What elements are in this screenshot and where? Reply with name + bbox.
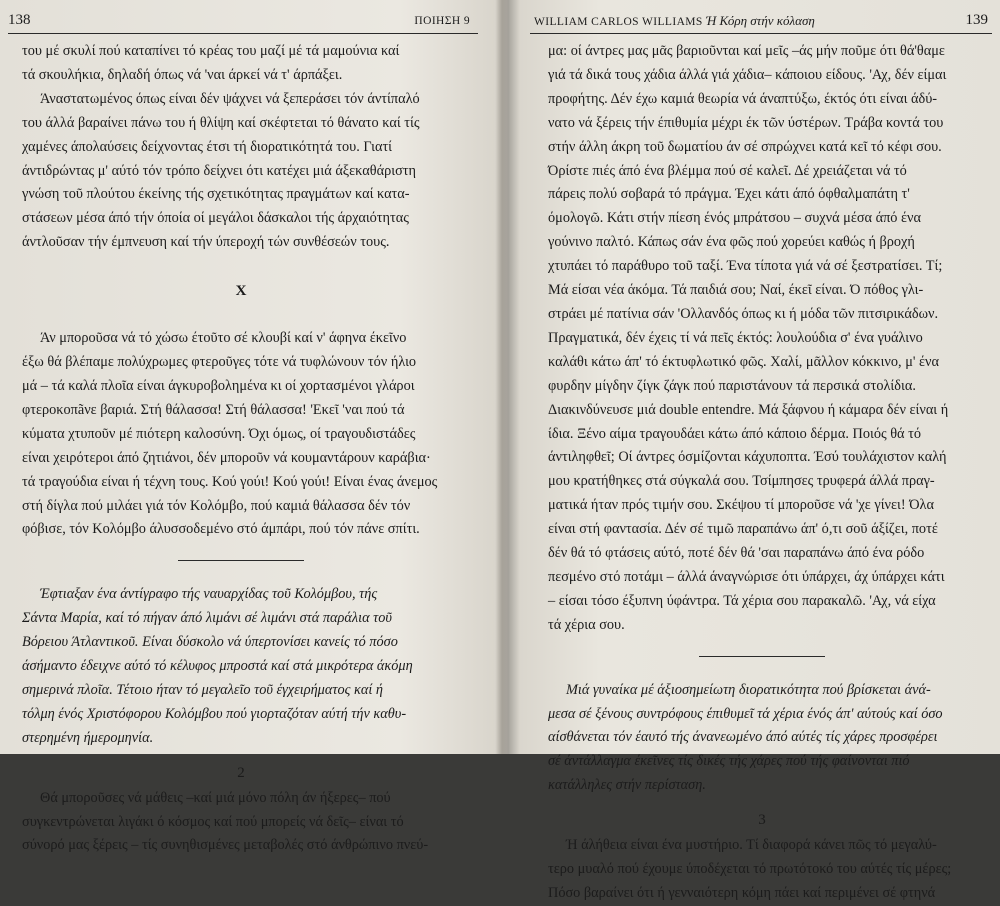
text-line: – είσαι τόσο έξυπνη ύφάντρα. Τά χέρια σου παρακαλῶ. 'Αχ, νά είχα [548, 592, 936, 609]
text-line: κατάλληλες στήν περίσταση. [548, 777, 706, 794]
text-line: προφήτης. Δέν έχω καμιά θεωρία νά άναπτύξω, έκτός ότι είναι άδύ- [548, 90, 938, 107]
text-line: άντιδρώντας μ' αύτό τόν τρόπο δείχνει ότι κατέχει μιά άξεκαθάριστη [22, 162, 417, 179]
text-line: Άναστατωμένος όπως είναι δέν ψάχνει νά ξεπεράσει τόν άντίπαλό [40, 90, 420, 107]
text-line: φυρδην μίγδην ζίγκ ζάγκ πού παριστάνουν τά περσικά στολίδια. [548, 377, 916, 394]
text-line: γούνινο παλτό. Κάπως σάν ένα φῶς πού χορεύει καθώς ή βροχή [548, 234, 915, 251]
text-line: Έφτιαξαν ένα άντίγραφο τής ναυαρχίδας τοῦ Κολόμβου, τής [40, 586, 378, 603]
right-header-rule [530, 33, 992, 34]
text-line: πάρεις πολύ σοβαρά τό πράγμα. Έχει κάτι άπό όφθαλμαπάτη τ' [548, 186, 910, 203]
text-line: Μά είσαι νέα άκόμα. Τά παιδιά σου; Ναί, έκεῖ είναι. Ό πόθος γλι- [548, 282, 924, 299]
right-paragraph-3 [548, 834, 976, 906]
text-line: στάσεων μέσα άπό τήν όποία οί μεγάλοι δάσκαλοι τής άρχαιότητας [22, 210, 409, 227]
text-line: γνώση τοῦ πλούτου έκείνης τής σχετικότητας πραγμάτων καί κατα- [22, 186, 410, 203]
left-page-body [22, 40, 460, 858]
text-line: ματικά ήταν πρός τιμήν σου. Σκέψου τί μποροῦσε νά 'χε γίνει! Όλα [548, 497, 934, 514]
section-separator [178, 560, 304, 561]
text-line: άντιληφθεῖ; Οί άντρες όσμίζονται κάχυποπτα. Έσύ τουλάχιστον καλή [548, 449, 947, 466]
right-page [518, 0, 1000, 901]
text-line: ίδια. Ξένο αίμα τραγουδάει κάτω άπό κάποιο δέρμα. Ποιός θά τό [548, 425, 922, 442]
text-line: τερο μυαλό πού έχουμε ύποδέχεται τό πρωτότοκό του αύτές τίς μέρες; [548, 861, 952, 878]
text-line: χτυπάει τό παράθυρο τοῦ ταξί. Ένα τίποτα γιά νά σέ ξεστρατίσει. Τί; [548, 258, 943, 275]
text-line: χαμένες άπολαύσεις δείχνοντας έτσι τή διορατικότητά του. Γιατί [22, 138, 393, 155]
book-gutter-shadow [496, 0, 520, 754]
text-line: Σάντα Μαρία, καί τό πήγαν άπό λιμάνι σέ λιμάνι στά παράλια τοῦ [22, 610, 392, 627]
text-line: Διακινδύνευσε μιά double entendre. Μά ξάφνου ή κάμαρα δέν είναι ή [548, 401, 949, 418]
text-line: σημερινά πλοῖα. Τέτοιο ήταν τό μεγαλεῖο τοῦ έγχειρήματος καί ή [22, 681, 383, 698]
text-line: φόβισε, τόν Κολόμβο άλυσσοδεμένο στό άμπάρι, πού τόν πάνε σπίτι. [22, 521, 420, 538]
text-line: Όρίστε πιές άπό ένα βλέμμα πού σέ καλεῖ. Δέ χρειάζεται νά τό [548, 162, 907, 179]
text-line: σύνορό μας ξέρεις – τίς συνηθισμένες μεταβολές στό άνθρώπινο πνεύ- [22, 837, 429, 854]
text-line: μου κρατήθηκες στά σύγκαλά σου. Τσίμπησες τρυφερά άλλά πραγ- [548, 473, 935, 490]
left-paragraph-3 [22, 583, 460, 750]
text-line: συγκεντρώνεται λιγάκι ό κόσμος καί πού μπορείς νά δεῖς– είναι τό [22, 813, 404, 830]
text-line: του άλλά βαραίνει πάνω του ή θλίψη καί σκέφτεται τό θάνατο καί τίς [22, 114, 420, 131]
right-paragraph-1 [548, 40, 976, 638]
right-page-header [534, 10, 988, 30]
text-line: γιά τά δικά τους χάδια άλλά γιά χάδια– κάποιου είδους. 'Αχ, δέν είμαι [548, 66, 947, 83]
left-page-header [8, 10, 476, 30]
text-line: τά χέρια σου. [548, 616, 625, 633]
text-line: στερημένη ήμερομηνία. [22, 729, 154, 746]
text-line: τά τραγούδια είναι ή τέχνη τους. Κού γούι! Κού γούι! Είναι ένας άνεμος [22, 473, 438, 490]
left-page [0, 0, 498, 854]
running-head-title: Ή Κόρη στήν κόλαση [705, 13, 815, 28]
text-line: τά σκουλήκια, δηλαδή όπως νά 'ναι άρκεί νά τ' άρπάξει. [22, 66, 343, 83]
text-line: όμολογῶ. Κάτι στήν πίεση ένός μπράτσου – συχνά μέσα άπό ένα [548, 210, 921, 227]
text-line: στήν άλλη άκρη τοῦ δωματίου άν σέ σπρώχνει κατά κεῖ τό κέφι σου. [548, 138, 942, 155]
left-intro-paragraph [22, 40, 460, 88]
text-line: στράει μέ πατίνια σάν 'Ολλανδός όπως κι ή μόδα τῶν πιτσιρικάδων. [548, 305, 939, 322]
text-line: αίσθάνεται τόν έαυτό τής άνανεωμένο άπό αύτές τίς χάρες προσφέρει [548, 729, 938, 746]
text-line: τόλμη ένός Χριστόφορου Κολόμβου πού γιορταζόταν αύτή τήν καθυ- [22, 705, 407, 722]
right-paragraph-2 [548, 679, 976, 799]
right-page-number: 139 [965, 12, 988, 28]
text-line: δέν θά τό φτάσεις αύτό, ποτέ δέν θά 'σαι παραπάνω άπό ένα ρόδο [548, 545, 925, 562]
section-mark: X [235, 283, 247, 300]
text-line: μα: οί άντρες μας μᾶς βαριοῦνται καί μεῖς –άς μήν ποῦμε ότι θά'θαμε [548, 43, 945, 59]
left-paragraph-2 [22, 327, 460, 542]
text-line: πεσμένο στό ποτάμι – άλλά άναγνώρισε ότι ύπάρχει, άχ ύπάρχει κάτι [548, 568, 945, 585]
left-page-number: 138 [8, 12, 31, 28]
text-line: Βόρειου Άτλαντικοῦ. Είναι δύσκολο νά ύπερτονίσει κανείς τό πόσο [22, 634, 398, 651]
left-header-rule [8, 33, 478, 34]
text-line: Άν μποροῦσα νά τό χώσω έτοῦτο σέ κλουβί καί ν' άφηνα έκεῖνο [40, 330, 407, 347]
text-line: σέ άντάλλαγμα έκεῖνες τίς δικές τής χάρες πού τής φαίνονται πιό [548, 753, 910, 770]
left-running-head: ΠΟΙΗΣΗ 9 [414, 15, 470, 27]
text-line: άντλοῦσαν τήν έμπνευση καί τήν ύπεροχή τών συνθέσεών τους. [22, 234, 390, 251]
right-page-body [548, 40, 976, 906]
left-paragraph-4 [22, 787, 460, 859]
text-line: Θά μποροῦσες νά μάθεις –καί μιά μόνο πόλη άν ήξερες– πού [40, 789, 391, 806]
right-running-head [534, 11, 815, 32]
section-separator [699, 656, 825, 657]
text-line: μά – τά καλά πλοῖα είναι άγκυροβολημένα κι οί χορτασμένοι γλάροι [22, 377, 415, 394]
text-line: έξω θά βλέπαμε πολύχρωμες φτεροῦγες τότε νά τυφλώνουν τόν ήλιο [22, 354, 417, 371]
text-line: Πόσο βαραίνει ότι ή γενναιότερη κόμη πάει καί περιμένει σέ φτηνά [548, 885, 936, 901]
text-line: Πραγματικά, δέν έχεις τί νά πεῖς έκτός: λουλούδια σ' ένα γυάλινο [548, 329, 923, 346]
left-paragraph-1 [22, 88, 460, 255]
text-line: νατο νά ξέρεις τήν έπιθυμία μέχρι έκ τῶν ύστέρων. Τράβα κοντά του [548, 114, 944, 131]
section-number: 2 [237, 764, 245, 781]
text-line: είναι χειρότεροι άπό ζητιάνοι, δέν μποροῦν νά κουμαντάρουν καράβια· [22, 449, 431, 466]
text-line: στή δίγλα πού μιλάει γιά τόν Κολόμβο, πού καμιά θάλασσα δέν τόν [22, 497, 411, 514]
text-line: μεσα σέ ξένους συντρόφους έπιθυμεῖ τά χέρια ένός άπ' αύτούς καί όσο [548, 705, 943, 722]
text-line: φτερoκoπãνε βαριά. Στή θάλασσα! Στή θάλασσα! 'Εκεῖ 'ναι πού τά [22, 401, 405, 418]
text-line: Μιά γυναίκα μέ άξιοσημείωτη διορατικότητα πού βρίσκεται άνά- [566, 681, 931, 698]
text-line: καλάθι κάτω άπ' τό έκτυφλωτικό φῶς. Χαλί, μᾶλλον κόκκινο, μ' ένα [548, 353, 939, 370]
section-number: 3 [758, 812, 766, 829]
text-line: άσήμαντο έδειχνε αύτό τό κέλυφος μπροστά καί στά μικρότερα άκόμη [22, 658, 413, 675]
text-line: του μέ σκυλί πού καταπίνει τό κρέας του μαζί μέ τά μαμούνια καί [22, 43, 400, 59]
text-line: είναι στή φαντασία. Δέν σέ τιμῶ παραπάνω άπ' ό,τι σοῦ άξίζει, ποτέ [548, 521, 938, 538]
text-line: κύματα χτυποῦν μέ πιότερη καλοσύνη. Όχι όμως, οί τραγουδιστάδες [22, 425, 416, 442]
running-head-author: WILLIAM CARLOS WILLIAMS [534, 16, 703, 28]
text-line: Ή άλήθεια είναι ένα μυστήριο. Τί διαφορά κάνει πῶς τό μεγαλύ- [566, 837, 937, 854]
